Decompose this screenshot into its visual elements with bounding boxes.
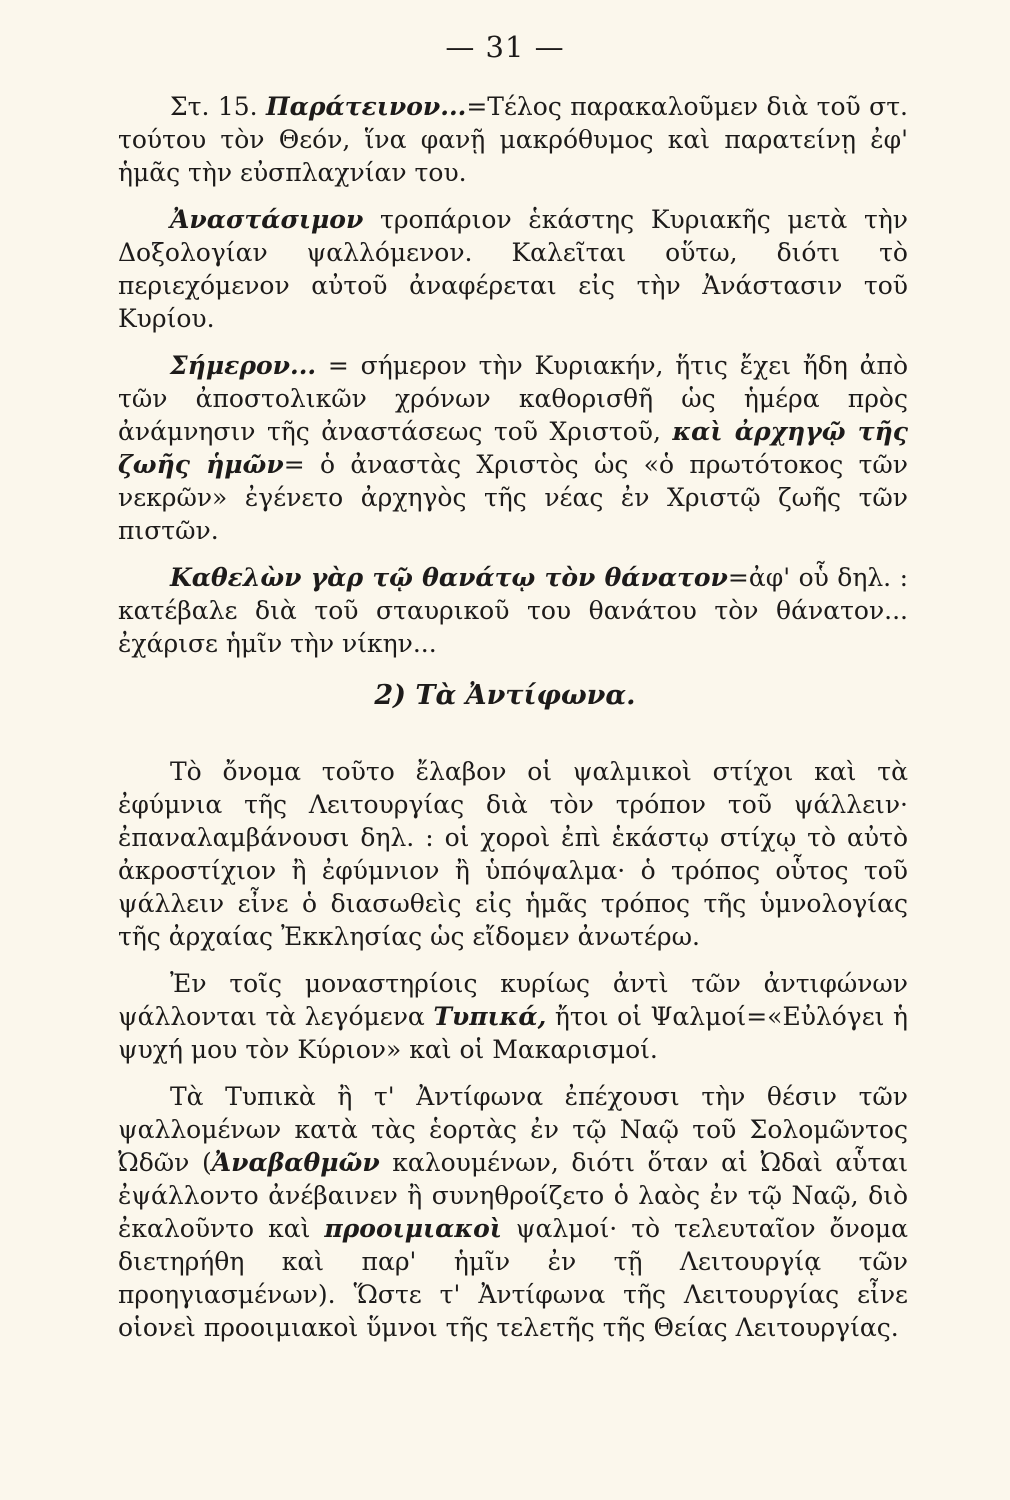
paragraph-text: =ἀφ' οὗ δηλ. : κατέβαλε διὰ τοῦ σταυρικοῦ του θανάτου τὸν θάνατον... ἐχάρισε ἡμῖν τὴν νίκην... xyxy=(118,563,908,658)
paragraph-parateinon xyxy=(118,90,908,189)
term-anavathmon: Ἀναβαθμῶν xyxy=(211,1148,380,1177)
paragraph-text: = σήμερον τὴν Κυριακήν, ἥτις ἔχει ἤδη ἀπὸ τῶν ἀποστολικῶν χρόνων καθορισθῆ ὡς ἡμέρα πρὸς ἀνάμνησιν τῆς ἀναστάσεως τοῦ Χριστοῦ, xyxy=(118,351,908,446)
verse-label: Στ. 15. xyxy=(170,92,258,121)
term-prooimiakoi: προοιμιακοὶ xyxy=(324,1214,502,1243)
paragraph-simeron xyxy=(118,349,908,547)
paragraph-text: ψαλμοί· τὸ τελευταῖον ὄνομα διετηρήθη καὶ παρ' ἡμῖν ἐν τῇ Λειτουργίᾳ τῶν προηγιασμένων). Ὥστε τ' Ἀντίφωνα τῆς Λειτουργίας εἶνε οἱονεὶ προοιμιακοὶ ὕμνοι τῆς τελετῆς τῆς Θείας Λειτουργίας. xyxy=(118,1214,908,1342)
section-1-text xyxy=(118,90,908,660)
section-2-text xyxy=(118,755,908,1344)
paragraph-kathelon xyxy=(118,561,908,660)
paragraph-text: =Τέλος παρακαλοῦμεν διὰ τοῦ στ. τούτου τὸν Θεόν, ἵνα φανῇ μακρόθυμος καὶ παρατείνῃ ἐφ' ἡμᾶς τὴν εὐσπλαχνίαν του. xyxy=(118,92,908,187)
section-heading-antifona: 2) Τὰ Ἀντίφωνα. xyxy=(374,680,636,711)
paragraph-text: Τὰ Τυπικὰ ἢ τ' Ἀντίφωνα ἐπέχουσι τὴν θέσιν τῶν ψαλλομένων κατὰ τὰς ἑορτὰς ἐν τῷ Ναῷ τοῦ Σολομῶντος Ὠδῶν ( xyxy=(118,1082,908,1177)
paragraph-anastasimon xyxy=(118,203,908,335)
paragraph-text: ἤτοι οἱ Ψαλμοί=«Εὐλόγει ἡ ψυχή μου τὸν Κύριον» καὶ οἱ Μακαρισμοί. xyxy=(118,1002,908,1064)
term-archigo: καὶ ἀρχηγῷ τῆς ζωῆς ἡμῶν xyxy=(118,417,908,479)
paragraph-monastiria xyxy=(118,967,908,1066)
term-simeron: Σήμερον... xyxy=(170,351,317,380)
paragraph-text: καλουμένων, διότι ὅταν αἱ Ὠδαὶ αὗται ἐψάλλοντο ἀνέβαινεν ἢ συνηθροίζετο ὁ λαὸς ἐν τῷ Ναῷ, διὸ ἐκαλοῦντο καὶ xyxy=(118,1148,909,1243)
term-typika: Τυπικά, xyxy=(433,1002,547,1031)
paragraph-text: = ὁ ἀναστὰς Χριστὸς ὡς «ὁ πρωτότοκος τῶν νεκρῶν» ἐγένετο ἀρχηγὸς τῆς νέας ἐν Χριστῷ ζωῆς τῶν πιστῶν. xyxy=(118,450,909,545)
paragraph-onoma: Τὸ ὄνομα τοῦτο ἔλαβον οἱ ψαλμικοὶ στίχοι καὶ τὰ ἐφύμνια τῆς Λειτουργίας διὰ τὸν τρόπον τοῦ ψάλλειν· ἐπαναλαμβάνουσι δηλ. : οἱ χοροὶ ἐπὶ ἑκάστῳ στίχῳ τὸ αὐτὸ ἀκροστίχιον ἢ ἐφύμνιον ἢ ὑπόψαλμα· ὁ τρόπος οὗτος τοῦ ψάλλειν εἶνε ὁ διασωθεὶς εἰς ἡμᾶς τρόπος τῆς ὑμνολογίας τῆς ἀρχαίας Ἐκκλησίας ὡς εἴδομεν ἀνωτέρω. xyxy=(118,757,908,951)
term-parateinon: Παράτεινον... xyxy=(266,92,467,121)
paragraph-text: Ἐν τοῖς μοναστηρίοις κυρίως ἀντὶ τῶν ἀντιφώνων ψάλλονται τὰ λεγόμενα xyxy=(118,969,908,1031)
paragraph-typika xyxy=(118,1080,908,1344)
term-anastasimon: Ἀναστάσιμον xyxy=(170,205,364,234)
page-number: — 31 — xyxy=(445,30,565,64)
paragraph-text: τροπάριον ἑκάστης Κυριακῆς μετὰ τὴν Δοξολογίαν ψαλλόμενον. Καλεῖται οὕτω, διότι τὸ περιεχόμενον αὐτοῦ ἀναφέρεται εἰς τὴν Ἀνάστασιν τοῦ Κυρίου. xyxy=(118,205,908,333)
term-kathelon: Καθελὼν γὰρ τῷ θανάτῳ τὸν θάνατον xyxy=(170,563,728,592)
